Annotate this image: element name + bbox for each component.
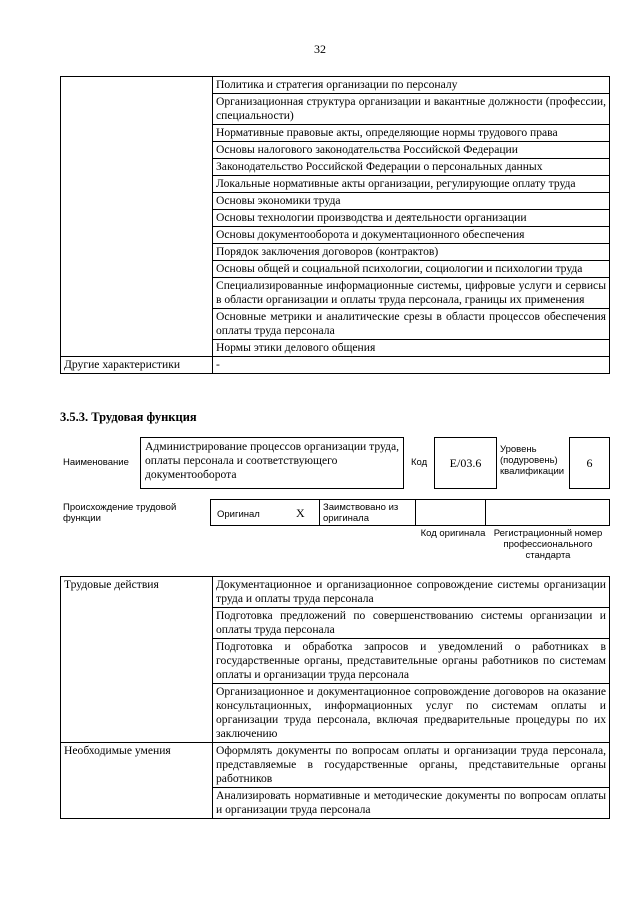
level-value: 6 (586, 455, 593, 470)
knowledge-item: Основы общей и социальной психологии, социологии и психологии труда (213, 261, 610, 278)
knowledge-item: Политика и стратегия организации по персоналу (213, 77, 610, 94)
labor-actions-item: Подготовка и обработка запросов и уведомлений о работниках в государственные органы, представительные органы работников по системам оплаты и организации труда персонала (213, 639, 610, 684)
knowledge-item: Нормативные правовые акты, определяющие нормы трудового права (213, 125, 610, 142)
function-name-box (140, 437, 404, 489)
code-label: Код (411, 457, 428, 468)
level-label: Уровень (подуровень) квалификации (500, 444, 565, 477)
table-row (61, 577, 610, 608)
knowledge-item: Локальные нормативные акты организации, регулирующие оплату труда (213, 176, 610, 193)
labor-actions-item: Подготовка предложений по совершенствованию системы организации и оплаты труда персонала (213, 608, 610, 639)
knowledge-table (60, 76, 610, 374)
code-value: E/03.6 (449, 455, 482, 470)
borrowed-label: Заимствовано из оригинала (323, 502, 399, 524)
knowledge-item: Законодательство Российской Федерации о персональных данных (213, 159, 610, 176)
knowledge-item: Основы технологии производства и деятельности организации (213, 210, 610, 227)
knowledge-item: Организационная структура организации и вакантные должности (профессии, специальности) (213, 94, 610, 125)
required-skills-label: Необходимые умения (61, 743, 213, 819)
labor-actions-item: Организационное и документационное сопровождение договоров на оказание консультационных, информационных услуг по системам оплаты и организации труда персонала, включая предварительные процедуры по их заключению (213, 684, 610, 743)
other-characteristics-label: Другие характеристики (61, 357, 213, 374)
knowledge-item: Нормы этики делового общения (213, 340, 610, 357)
page-number: 32 (314, 42, 326, 56)
table-row (61, 743, 610, 788)
table-row (61, 77, 610, 94)
labor-actions-item: Документационное и организационное сопровождение системы организации труда и оплаты труда персонала (213, 577, 610, 608)
labor-actions-label: Трудовые действия (61, 577, 213, 743)
reg-number-label: Регистрационный номер профессионального стандарта (493, 528, 603, 561)
original-label: Оригинал (217, 509, 260, 520)
knowledge-item: Основные метрики и аналитические срезы в области процессов обеспечения оплаты труда персонала (213, 309, 610, 340)
knowledge-item: Основы экономики труда (213, 193, 610, 210)
other-characteristics-value: - (213, 357, 610, 374)
origin-box (210, 499, 610, 526)
knowledge-item: Основы налогового законодательства Российской Федерации (213, 142, 610, 159)
level-box (569, 437, 610, 489)
original-mark: X (296, 506, 305, 520)
code-original-label: Код оригинала (420, 528, 486, 539)
function-name-value: Администрирование процессов организации труда, оплаты персонала и соответствующего документооборота (145, 440, 399, 481)
knowledge-item: Порядок заключения договоров (контрактов) (213, 244, 610, 261)
function-details-table (60, 576, 610, 819)
name-label: Наименование (63, 457, 129, 468)
code-box (434, 437, 497, 489)
knowledge-label-cell (61, 77, 213, 357)
required-skills-item: Оформлять документы по вопросам оплаты и организации труда персонала, представляемые в государственные органы, представительные органы работников (213, 743, 610, 788)
knowledge-item: Основы документооборота и документационного обеспечения (213, 227, 610, 244)
required-skills-item: Анализировать нормативные и методические документы по вопросам оплаты и организации труда персонала (213, 788, 610, 819)
origin-label: Происхождение трудовой функции (63, 502, 177, 524)
section-heading: 3.5.3. Трудовая функция (60, 410, 197, 424)
table-row (61, 357, 610, 374)
knowledge-item: Специализированные информационные системы, цифровые услуги и сервисы в области организации и оплаты труда персонала, границы их применения (213, 278, 610, 309)
